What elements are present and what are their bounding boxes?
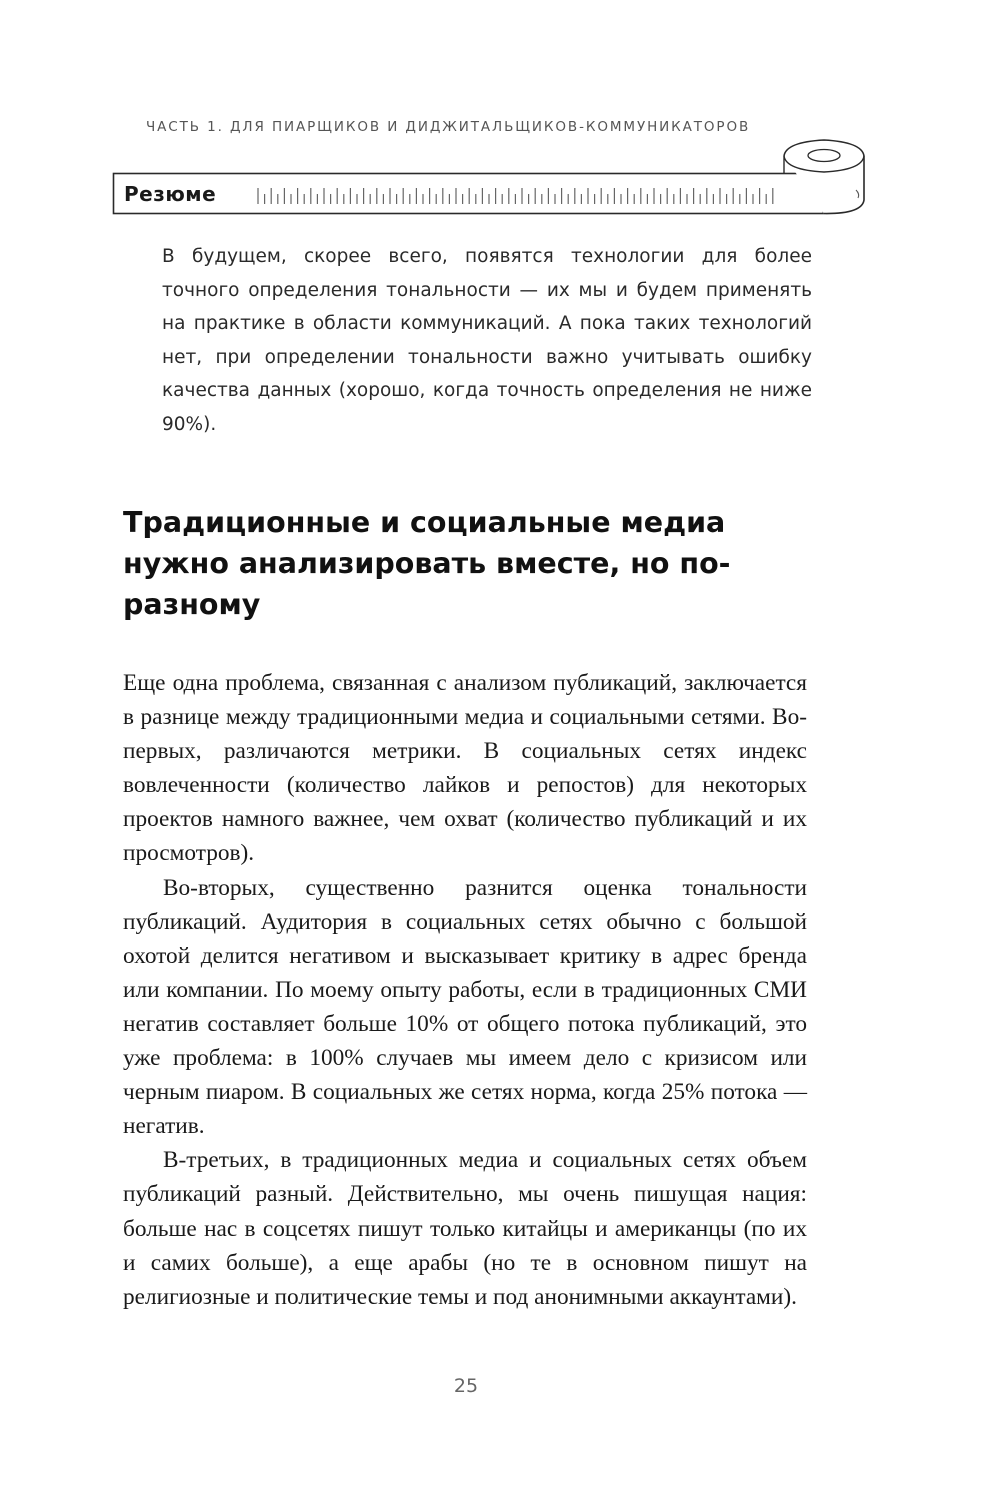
paragraph-3: В-третьих, в традиционных медиа и социальных сетях объем публикаций разный. Действительно, мы очень пишущая нация: больше нас в соцсетях пишут только китайцы и американцы (по их и самих больше), а еще арабы (но те в основном пишут на религиозные и политические темы и под анонимными аккаунтами). xyxy=(123,1147,807,1310)
paragraph-2: Во-вторых, существенно разнится оценка тональности публикаций. Аудитория в социальных сетях обычно с большой охотой делится негативом и высказывает критику в адрес бренда или компании. По моему опыту работы, если в традиционных СМИ негатив составляет больше 10% от общего потока публикаций, это уже проблема: в 100% случаев мы имеем дело с кризисом или черным пиаром. В социальных же сетях норма, когда 25% потока — негатив. xyxy=(123,874,807,1140)
body-text xyxy=(123,666,807,1314)
section-title: Традиционные и социальные медиа нужно анализировать вместе, но по-разному xyxy=(123,506,731,621)
running-header: ЧАСТЬ 1. ДЛЯ ПИАРЩИКОВ И ДИДЖИТАЛЬЩИКОВ-КОММУНИКАТОРОВ xyxy=(146,119,751,135)
summary-label: Резюме xyxy=(124,182,224,206)
tape-measure-ruler-icon xyxy=(112,134,872,224)
page-number: 25 xyxy=(453,1375,479,1397)
summary-text: В будущем, скорее всего, появятся технологии для более точного определения тональности — их мы и будем применять на практике в области коммуникаций. А пока таких технологий нет, при определении тональности важно учитывать ошибку качества данных (хорошо, когда точность определения не ниже 90%). xyxy=(162,246,812,435)
paragraph-1: Еще одна проблема, связанная с анализом публикаций, заключается в разнице между традиционными медиа и социальными сетями. Во-первых, различаются метрики. В социальных сетях индекс вовлеченности (количество лайков и репостов) для некоторых проектов намного важнее, чем охват (количество публикаций и их просмотров). xyxy=(123,670,807,867)
